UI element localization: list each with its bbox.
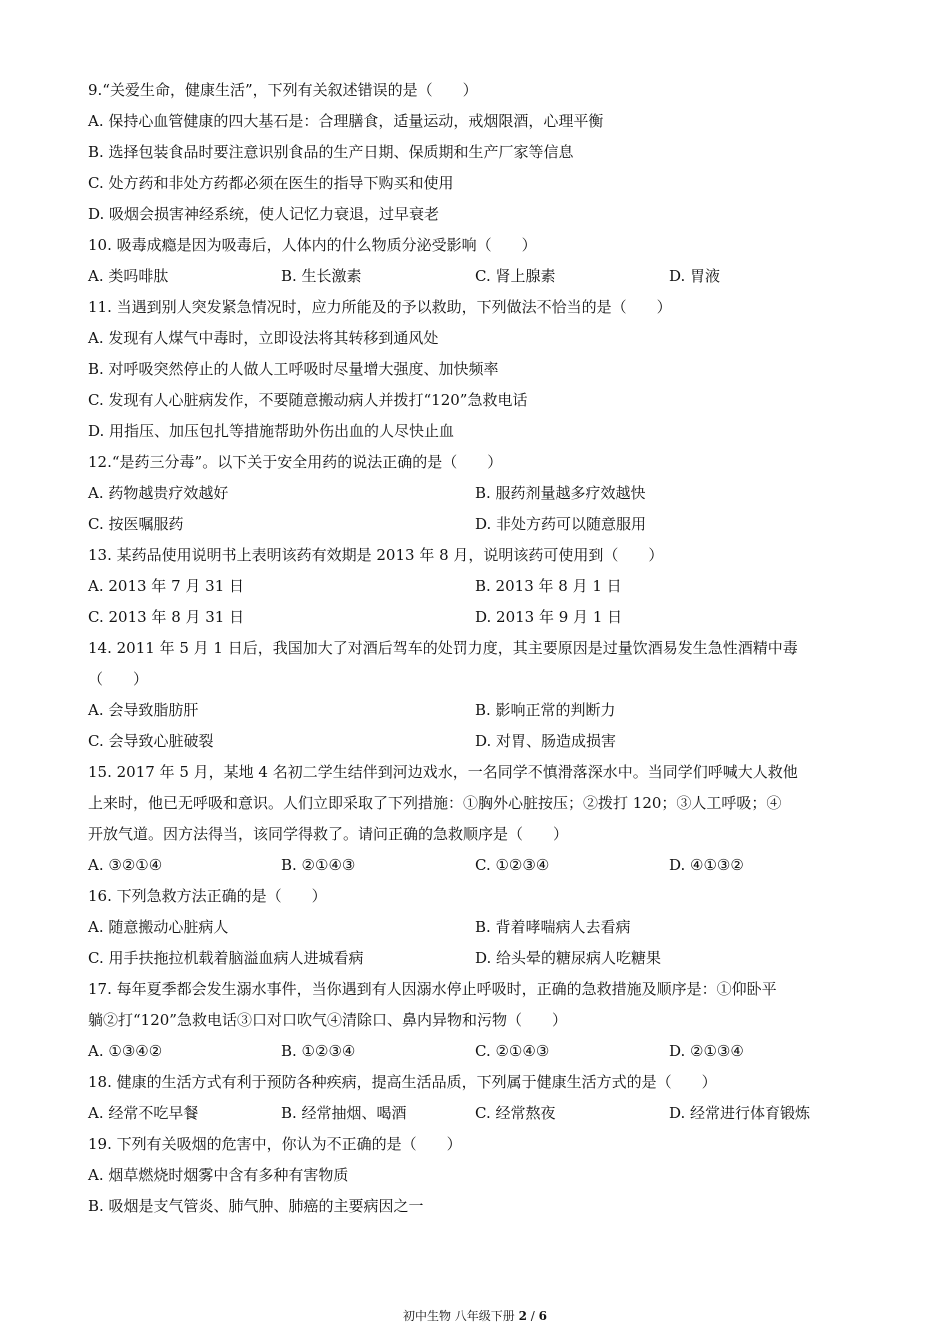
question-19-option-a: A. 烟草燃烧时烟雾中含有多种有害物质 bbox=[88, 1166, 349, 1184]
question-10-option-b: B. 生长激素 bbox=[281, 267, 362, 285]
question-11-option-a: A. 发现有人煤气中毒时，立即设法将其转移到通风处 bbox=[88, 329, 439, 347]
question-15-option-b: B. ②①④③ bbox=[281, 856, 356, 874]
question-13-option-a: A. 2013 年 7 月 31 日 bbox=[88, 577, 245, 595]
question-16-option-b: B. 背着哮喘病人去看病 bbox=[475, 918, 631, 936]
page-footer bbox=[0, 1308, 950, 1324]
question-12-option-a: A. 药物越贵疗效越好 bbox=[88, 484, 229, 502]
footer-page-total: 6 bbox=[538, 1309, 548, 1323]
question-18-option-a: A. 经常不吃早餐 bbox=[88, 1104, 199, 1122]
question-10-stem: 10. 吸毒成瘾是因为吸毒后，人体内的什么物质分泌受影响（ ） bbox=[88, 236, 537, 254]
question-14-option-c: C. 会导致心脏破裂 bbox=[88, 732, 214, 750]
question-15-stem-line-3: 开放气道。因方法得当，该同学得救了。请问正确的急救顺序是（ ） bbox=[88, 825, 569, 843]
question-13-option-c: C. 2013 年 8 月 31 日 bbox=[88, 608, 245, 626]
question-14-option-b: B. 影响正常的判断力 bbox=[475, 701, 616, 719]
question-11-stem: 11. 当遇到别人突发紧急情况时，应力所能及的予以救助，下列做法不恰当的是（ ） bbox=[88, 298, 672, 316]
question-9-option-c: C. 处方药和非处方药都必须在医生的指导下购买和使用 bbox=[88, 174, 454, 192]
question-9-stem: 9.“关爱生命，健康生活”，下列有关叙述错误的是（ ） bbox=[88, 81, 478, 99]
question-9-option-a: A. 保持心血管健康的四大基石是：合理膳食，适量运动，戒烟限酒，心理平衡 bbox=[88, 112, 604, 130]
question-9-option-b: B. 选择包装食品时要注意识别食品的生产日期、保质期和生产厂家等信息 bbox=[88, 143, 574, 161]
footer-page-number: 2 bbox=[518, 1309, 527, 1323]
question-14-option-d: D. 对胃、肠造成损害 bbox=[475, 732, 617, 750]
question-15-option-a: A. ③②①④ bbox=[88, 856, 163, 874]
question-19-option-b: B. 吸烟是支气管炎、肺气肿、肺癌的主要病因之一 bbox=[88, 1197, 424, 1215]
question-16-option-d: D. 给头晕的糖尿病人吃糖果 bbox=[475, 949, 662, 967]
question-16-option-c: C. 用手扶拖拉机载着脑溢血病人进城看病 bbox=[88, 949, 364, 967]
question-17-stem-continued: 躺②打“120”急救电话③口对口吹气④清除口、鼻内异物和污物（ ） bbox=[88, 1011, 567, 1029]
question-11-option-b: B. 对呼吸突然停止的人做人工呼吸时尽量增大强度、加快频率 bbox=[88, 360, 499, 378]
question-11-option-d: D. 用指压、加压包扎等措施帮助外伤出血的人尽快止血 bbox=[88, 422, 455, 440]
question-15-stem-line-2: 上来时，他已无呼吸和意识。人们立即采取了下列措施：①胸外心脏按压；②拨打 120；③人工呼吸；④ bbox=[88, 794, 782, 812]
question-10-option-c: C. 肾上腺素 bbox=[475, 267, 556, 285]
question-17-option-b: B. ①②③④ bbox=[281, 1042, 356, 1060]
question-18-stem: 18. 健康的生活方式有利于预防各种疾病，提高生活品质，下列属于健康生活方式的是（ ） bbox=[88, 1073, 717, 1091]
question-12-option-c: C. 按医嘱服药 bbox=[88, 515, 184, 533]
question-14-stem-continued: （ ） bbox=[88, 670, 149, 688]
question-18-option-d: D. 经常进行体育锻炼 bbox=[669, 1104, 811, 1122]
footer-separator: / bbox=[526, 1309, 539, 1323]
question-12-option-b: B. 服药剂量越多疗效越快 bbox=[475, 484, 646, 502]
question-13-option-b: B. 2013 年 8 月 1 日 bbox=[475, 577, 622, 595]
question-17-option-d: D. ②①③④ bbox=[669, 1042, 744, 1060]
question-14-stem: 14. 2011 年 5 月 1 日后，我国加大了对酒后驾车的处罚力度，其主要原因是过量饮酒易发生急性酒精中毒 bbox=[88, 639, 798, 657]
question-19-stem: 19. 下列有关吸烟的危害中，你认为不正确的是（ ） bbox=[88, 1135, 462, 1153]
question-18-option-c: C. 经常熬夜 bbox=[475, 1104, 556, 1122]
question-16-option-a: A. 随意搬动心脏病人 bbox=[88, 918, 229, 936]
question-12-option-d: D. 非处方药可以随意服用 bbox=[475, 515, 647, 533]
question-10-option-a: A. 类吗啡肽 bbox=[88, 267, 169, 285]
question-9-option-d: D. 吸烟会损害神经系统，使人记忆力衰退，过早衰老 bbox=[88, 205, 440, 223]
question-15-option-c: C. ①②③④ bbox=[475, 856, 550, 874]
question-13-option-d: D. 2013 年 9 月 1 日 bbox=[475, 608, 623, 626]
question-12-stem: 12.“是药三分毒”。以下关于安全用药的说法正确的是（ ） bbox=[88, 453, 503, 471]
question-17-option-c: C. ②①④③ bbox=[475, 1042, 550, 1060]
question-18-option-b: B. 经常抽烟、喝酒 bbox=[281, 1104, 407, 1122]
question-11-option-c: C. 发现有人心脏病发作，不要随意搬动病人并拨打“120”急救电话 bbox=[88, 391, 528, 409]
question-17-stem: 17. 每年夏季都会发生溺水事件，当你遇到有人因溺水停止呼吸时，正确的急救措施及顺序是：①仰卧平 bbox=[88, 980, 777, 998]
question-16-stem: 16. 下列急救方法正确的是（ ） bbox=[88, 887, 327, 905]
question-15-stem: 15. 2017 年 5 月，某地 4 名初二学生结伴到河边戏水，一名同学不慎滑落深水中。当同学们呼喊大人救他 bbox=[88, 763, 798, 781]
question-15-option-d: D. ④①③② bbox=[669, 856, 744, 874]
footer-subject: 初中生物 八年级下册 bbox=[402, 1309, 519, 1323]
question-17-option-a: A. ①③④② bbox=[88, 1042, 163, 1060]
question-13-stem: 13. 某药品使用说明书上表明该药有效期是 2013 年 8 月，说明该药可使用到（ ） bbox=[88, 546, 664, 564]
question-10-option-d: D. 胃液 bbox=[669, 267, 721, 285]
question-14-option-a: A. 会导致脂肪肝 bbox=[88, 701, 199, 719]
